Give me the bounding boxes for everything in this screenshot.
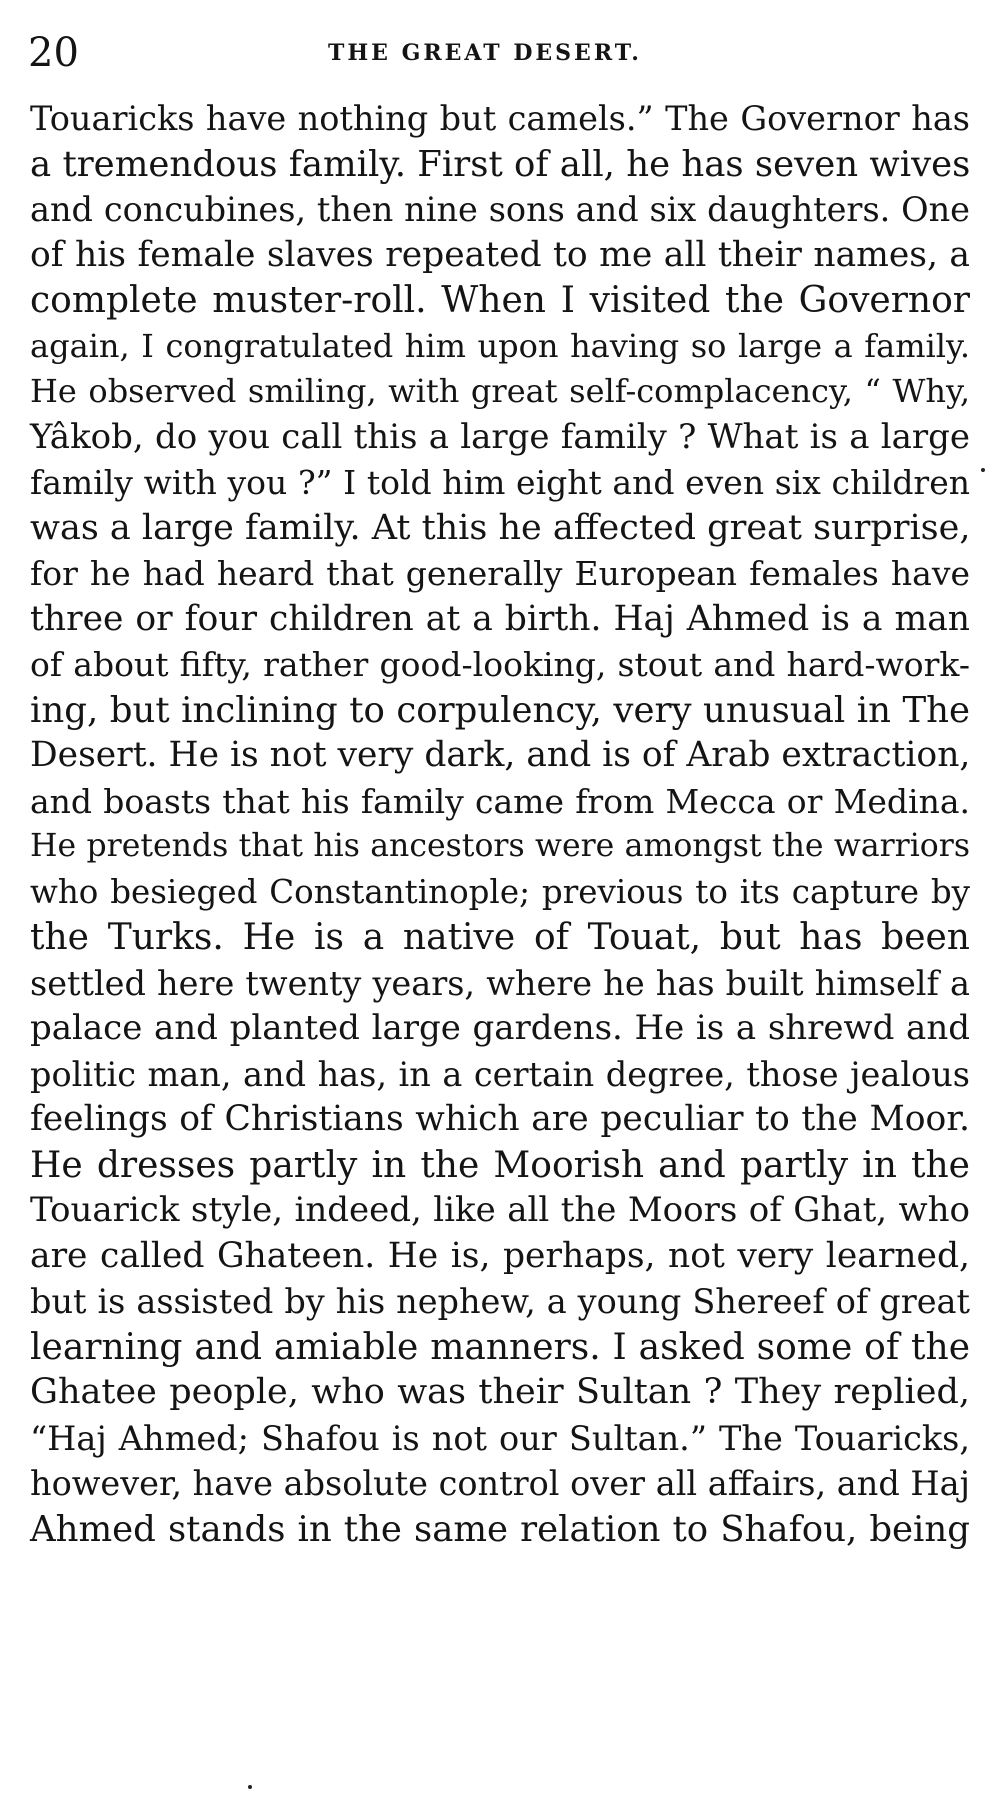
text-line: are called Ghateen. He is, perhaps, not very learned,: [30, 1235, 970, 1276]
text-line: three or four children at a birth. Haj Ahmed is a man: [30, 598, 970, 639]
page-number: 20: [28, 30, 79, 76]
body-text: [30, 96, 970, 1552]
text-line: and boasts that his family came from Mecca or Medina.: [30, 781, 970, 821]
text-line: for he had heard that generally European females have: [30, 554, 970, 593]
text-line: and concubines, then nine sons and six daughters. One: [30, 190, 970, 229]
text-line: Desert. He is not very dark, and is of Arab extraction,: [30, 735, 971, 775]
text-line: of his female slaves repeated to me all their names, a: [30, 234, 970, 275]
text-line: Touarick style, indeed, like all the Moors of Ghat, who: [30, 1190, 970, 1230]
text-line: He dresses partly in the Moorish and partly in the: [30, 1144, 970, 1186]
text-line: the Turks. He is a native of Touat, but has been: [30, 917, 970, 958]
ink-speck: [248, 1785, 252, 1789]
text-line: of about fifty, rather good-looking, stout and hard-work-: [30, 645, 970, 684]
text-line: family with you ?” I told him eight and even six children: [30, 463, 970, 502]
text-line: Touaricks have nothing but camels.” The Governor has: [30, 99, 970, 138]
ink-speck: [981, 468, 985, 472]
text-line: palace and planted large gardens. He is a shrewd and: [30, 1008, 970, 1048]
running-head: [28, 28, 968, 78]
text-line: ing, but inclining to corpulency, very unusual in The: [30, 689, 970, 731]
text-line: Yâkob, do you call this a large family ? What is a large: [30, 416, 970, 457]
text-line: Ahmed stands in the same relation to Shafou, being: [30, 1508, 970, 1550]
text-line: however, have absolute control over all affairs, and Haj: [30, 1464, 970, 1503]
text-line: complete muster-roll. When I visited the Governor: [30, 280, 970, 321]
text-line: feelings of Christians which are peculiar to the Moor.: [30, 1099, 970, 1139]
text-line: was a large family. At this he affected great surprise,: [30, 507, 971, 548]
text-line: learning and amiable manners. I asked some of the: [30, 1326, 970, 1368]
text-line: He pretends that his ancestors were amongst the warriors: [30, 828, 970, 864]
running-title: THE GREAT DESERT.: [328, 40, 642, 66]
text-line: politic man, and has, in a certain degree, those jealous: [30, 1054, 970, 1094]
text-line: “Haj Ahmed; Shafou is not our Sultan.” The Touaricks,: [30, 1418, 970, 1458]
text-line: but is assisted by his nephew, a young Shereef of great: [30, 1282, 970, 1321]
text-line: who besieged Constantinople; previous to its capture by: [30, 872, 970, 911]
text-line: again, I congratulated him upon having so large a family.: [30, 326, 970, 365]
text-line: He observed smiling, with great self-complacency, “ Why,: [30, 372, 970, 410]
text-line: a tremendous family. First of all, he has seven wives: [30, 143, 971, 185]
text-line: settled here twenty years, where he has built himself a: [30, 963, 970, 1003]
text-line: Ghatee people, who was their Sultan ? They replied,: [30, 1372, 970, 1412]
